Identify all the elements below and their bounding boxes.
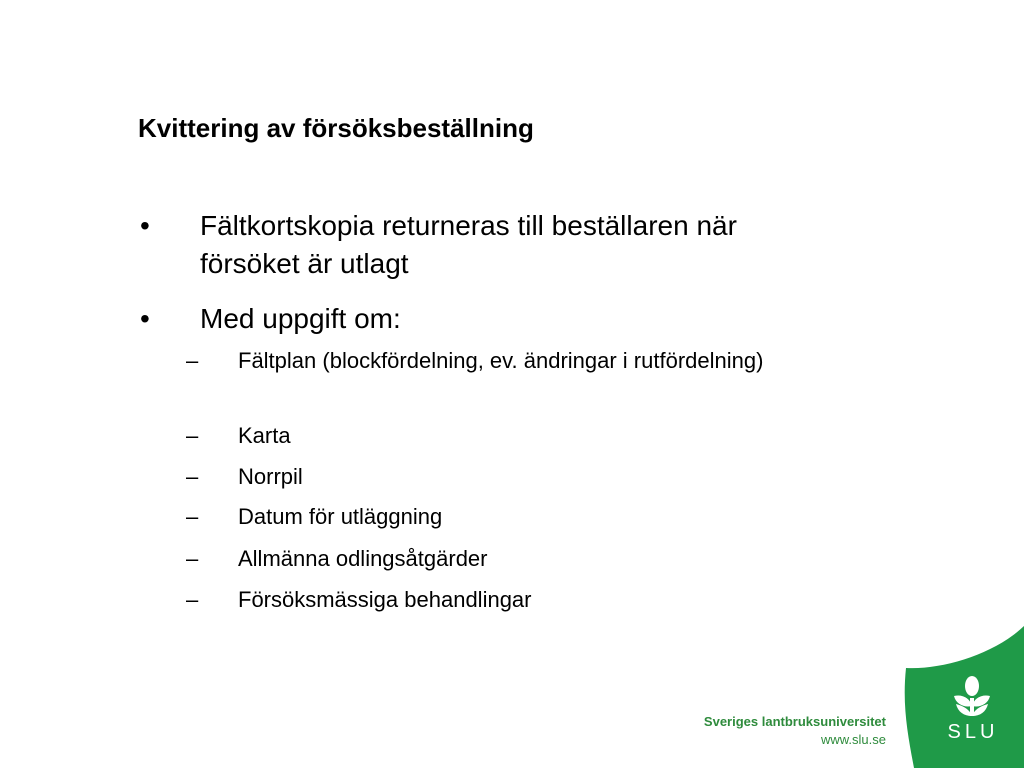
bullet-item [140,207,840,287]
sub-bullet-item [186,460,786,494]
sub-bullet-item [186,583,786,617]
dash-mark: – [186,423,199,448]
bullet-item [140,300,840,340]
bullet-text: Med uppgift om: [200,303,401,334]
dash-mark: – [186,587,199,612]
sub-bullet-text: Datum för utläggning [238,504,443,529]
sub-bullet-item [186,500,786,534]
logo-text: SLU [947,721,999,743]
dash-mark: – [186,348,199,373]
sub-bullet-text: Fältplan (blockfördelning, ev. ändringar i rutfördelning) [238,348,764,373]
sub-bullet-text: Allmänna odlingsåtgärder [238,546,488,571]
slu-logo-icon [900,626,1024,768]
dash-mark: – [186,504,199,529]
sub-bullet-item [186,542,786,576]
sub-bullet-text: Karta [238,423,291,448]
university-url: www.slu.se [820,732,886,747]
sub-bullet-text: Försöksmässiga behandlingar [238,587,532,612]
bullet-mark: • [140,210,150,241]
dash-mark: – [186,464,199,489]
university-name: Sveriges lantbruksuniversitet [703,714,886,729]
dash-mark: – [186,546,199,571]
bullet-mark: • [140,303,150,334]
sub-bullet-text: Norrpil [238,464,303,489]
sub-bullet-item [186,419,786,453]
bullet-text: Fältkortskopia returneras till beställaren när försöket är utlagt [200,210,737,279]
slide-title: Kvittering av försöksbeställning [138,113,534,143]
sub-bullet-item [186,344,786,414]
